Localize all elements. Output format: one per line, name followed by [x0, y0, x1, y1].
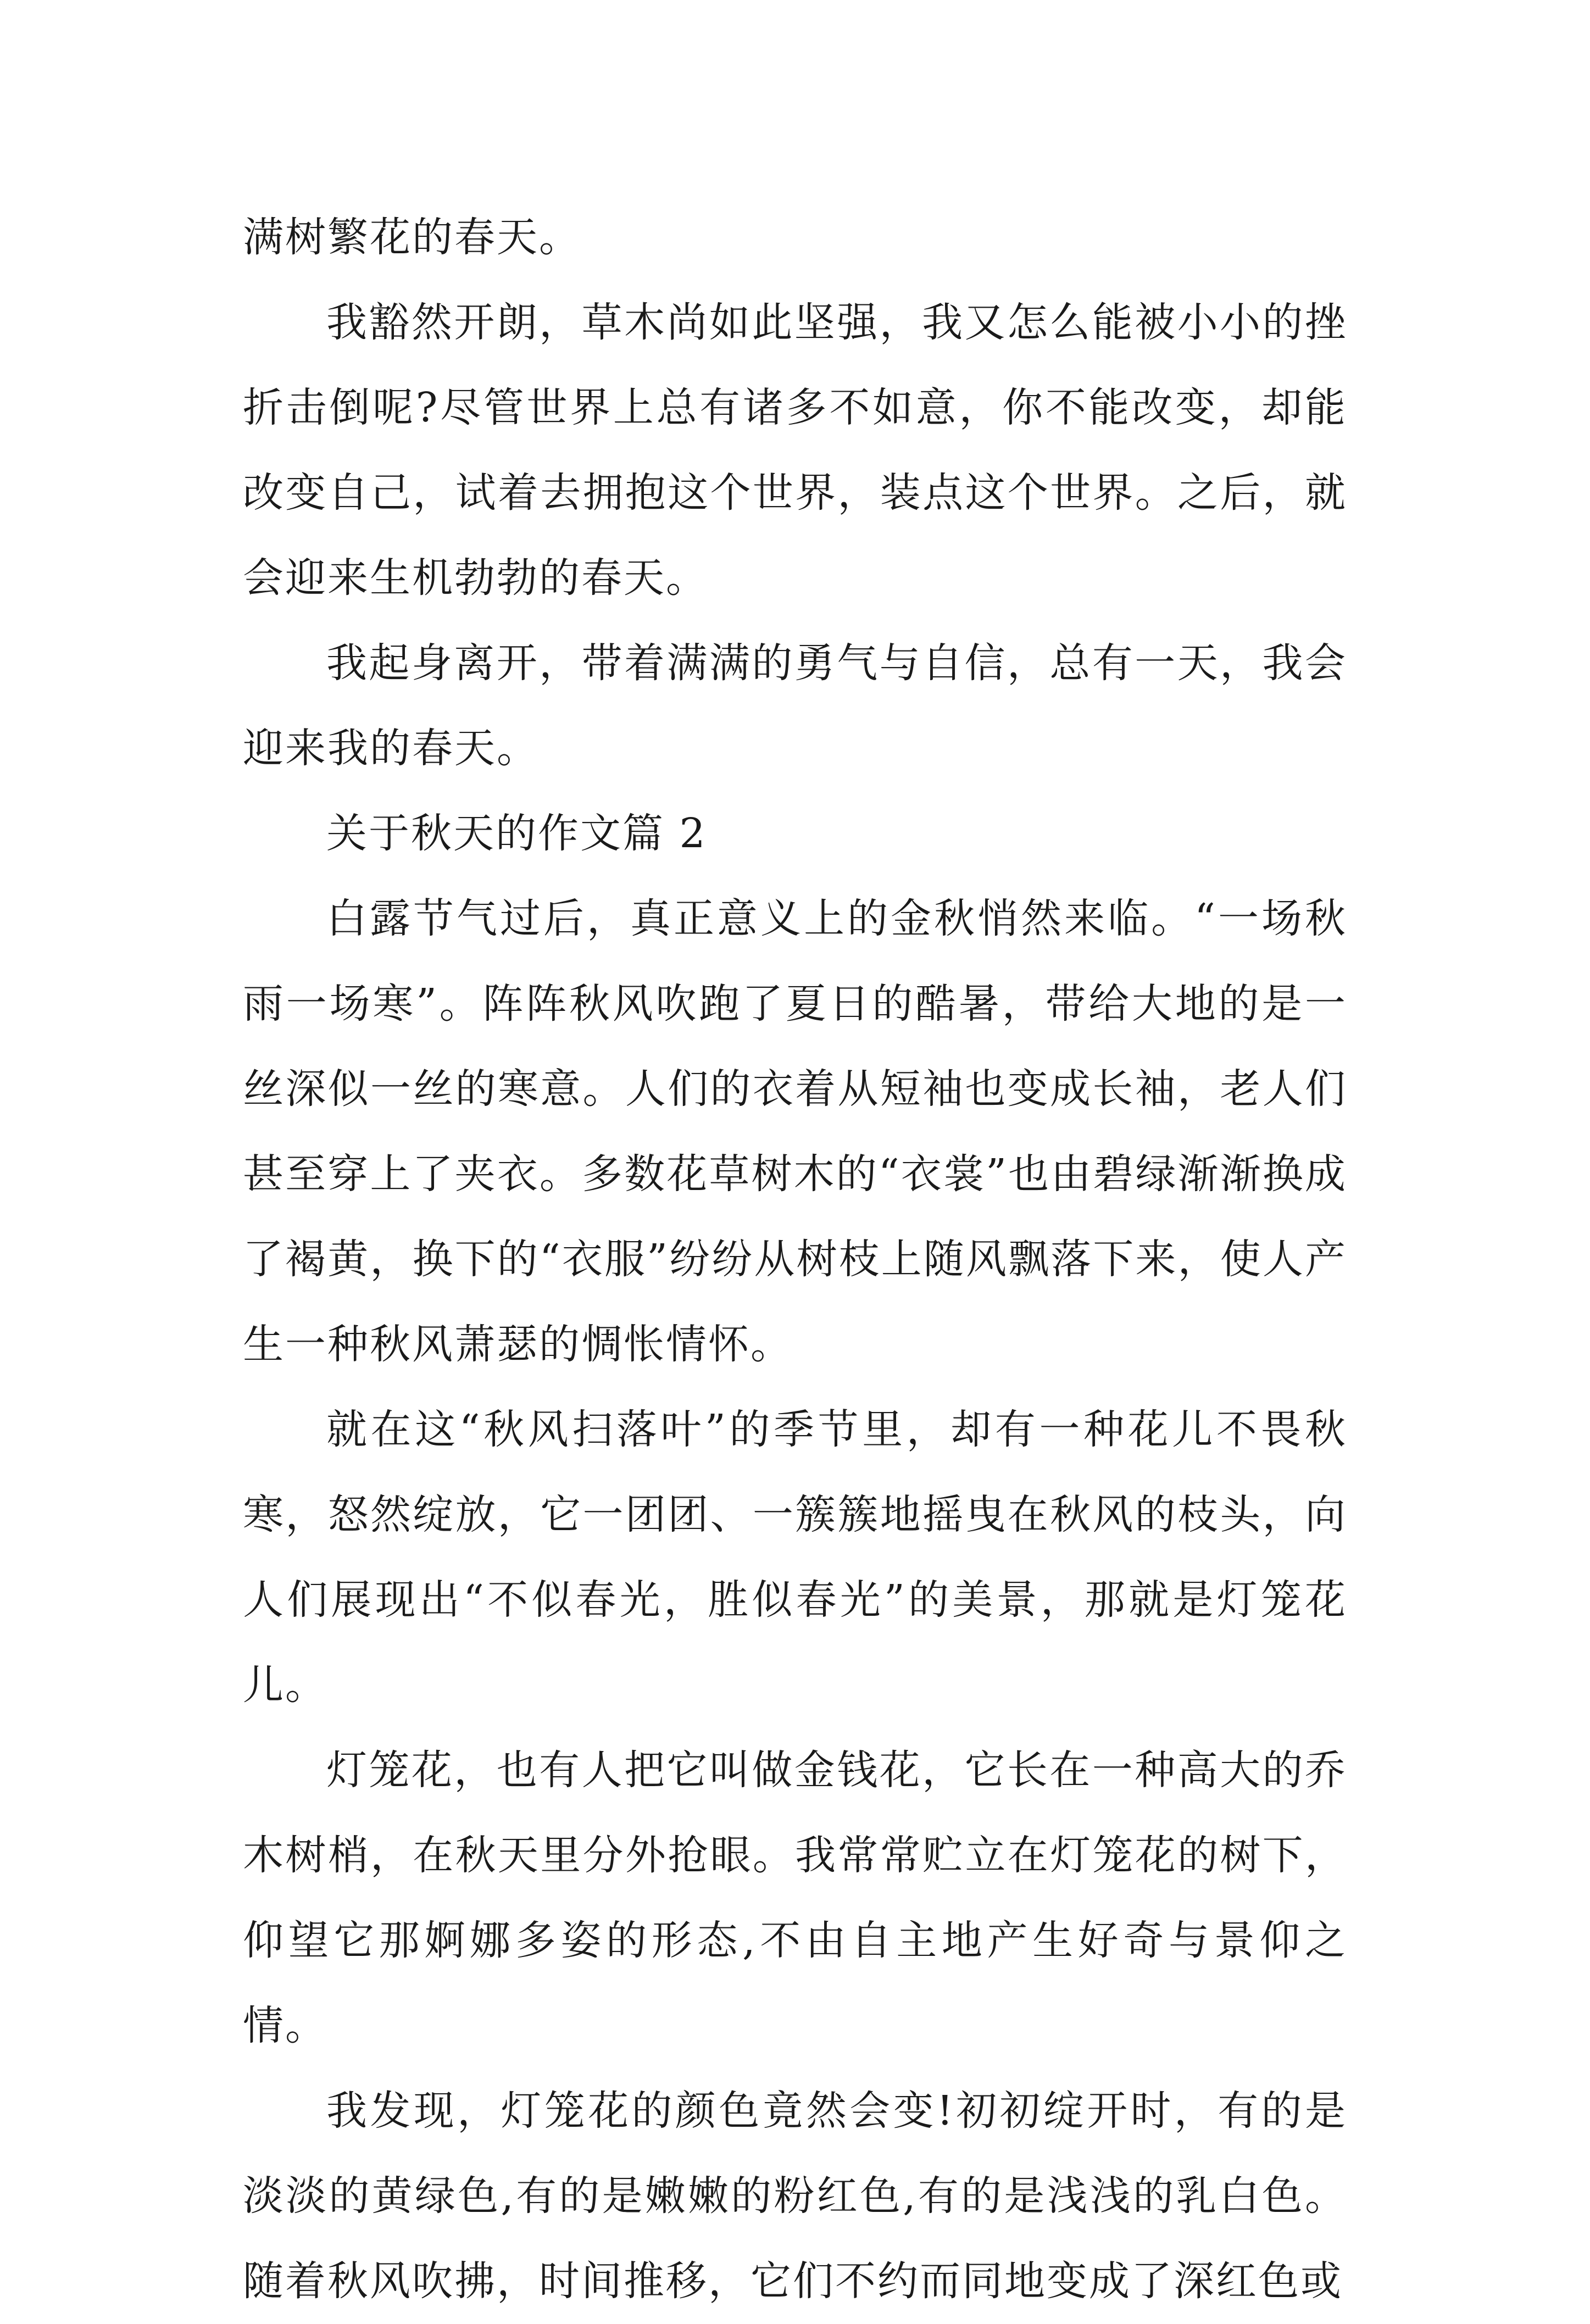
paragraph-4: 白露节气过后，真正意义上的金秋悄然来临。“一场秋雨一场寒”。阵阵秋风吹跑了夏日的酷暑，带给大地的是一丝深似一丝的寒意。人们的衣着从短袖也变成长袖，老人们甚至穿上了夹衣。多数花草树木的“衣裳”也由碧绿渐渐换成了褐黄，换下的“衣服”纷纷从树枝上随风飘落下来，使人产生一种秋风萧瑟的惆怅情怀。 [243, 895, 1347, 1368]
paragraph-1: 满树繁花的春天。 [243, 214, 581, 261]
document-body [243, 195, 1347, 2324]
paragraph-3: 我起身离开，带着满满的勇气与自信，总有一天，我会迎来我的春天。 [243, 640, 1347, 772]
paragraph-6: 灯笼花，也有人把它叫做金钱花，它长在一种高大的乔木树梢，在秋天里分外抢眼。我常常贮立在灯笼花的树下，仰望它那婀娜多姿的形态,不由自主地产生好奇与景仰之情。 [243, 1747, 1347, 2049]
paragraph-5: 就在这“秋风扫落叶”的季节里，却有一种花儿不畏秋寒，怒然绽放，它一团团、一簇簇地摇曳在秋风的枝头，向人们展现出“不似春光，胜似春光”的美景，那就是灯笼花儿。 [243, 1406, 1347, 1709]
paragraph-7: 我发现，灯笼花的颜色竟然会变!初初绽开时，有的是淡淡的黄绿色,有的是嫩嫩的粉红色,有的是浅浅的乳白色。随着秋风吹拂，时间推移，它们不约而同地变成了深红色或 [243, 2087, 1347, 2305]
paragraph-2: 我豁然开朗，草木尚如此坚强，我又怎么能被小小的挫折击倒呢?尽管世界上总有诸多不如意，你不能改变，却能改变自己，试着去拥抱这个世界，装点这个世界。之后，就会迎来生机勃勃的春天。 [243, 299, 1347, 602]
section-heading: 关于秋天的作文篇 2 [326, 810, 707, 857]
